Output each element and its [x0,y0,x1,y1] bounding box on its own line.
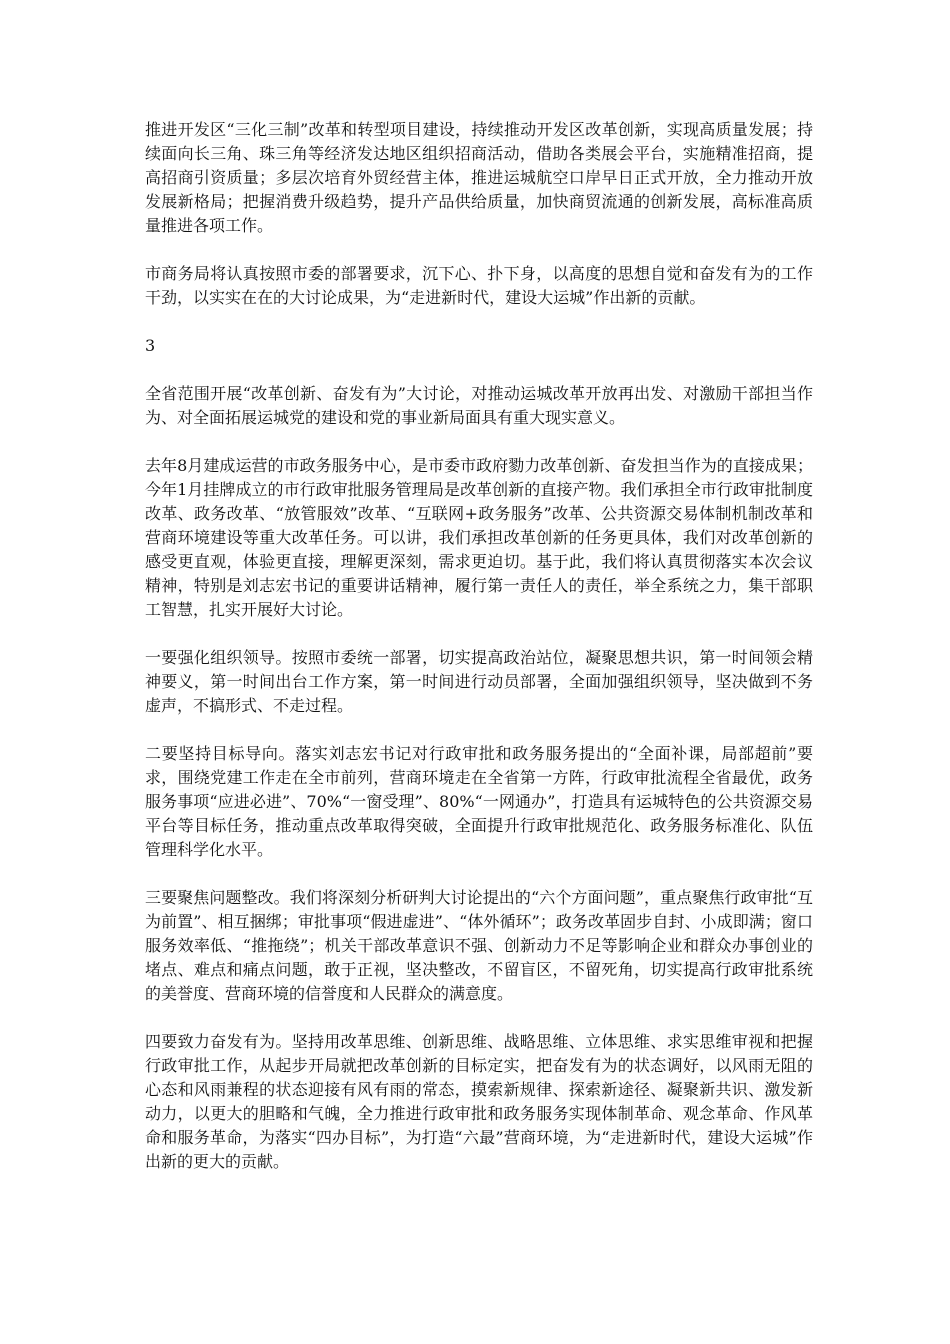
document-page [145,118,813,1198]
paragraph-province-discussion: 全省范围开展“改革创新、奋发有为”大讨论，对推动运城改革开放再出发、对激励干部担当作为、对全面拓展运城党的建设和党的事业新局面具有重大现实意义。 [145,384,813,427]
paragraph-point-four: 四要致力奋发有为。坚持用改革思维、创新思维、战略思维、立体思维、求实思维审视和把握行政审批工作，从起步开局就把改革创新的目标定实，把奋发有为的状态调好，以风雨无阻的心态和风雨兼程的状态迎接有风有雨的常态，摸索新规律、探索新途径、凝聚新共识、激发新动力，以更大的胆略和气魄，全力推进行政审批和政务服务实现体制革命、观念革命、作风革命和服务革命，为落实“四办目标”，为打造“六最”营商环境，为“走进新时代，建设大运城”作出新的更大的贡献。 [145,1032,813,1171]
paragraph-point-three: 三要聚焦问题整改。我们将深刻分析研判大讨论提出的“六个方面问题”，重点聚焦行政审批“互为前置”、相互捆绑；审批事项“假进虚进”、“体外循环”；政务改革固步自封、小成即满；窗口服务效率低、“推拖绕”；机关干部改革意识不强、创新动力不足等影响企业和群众办事创业的堵点、难点和痛点问题，敢于正视，坚决整改，不留盲区，不留死角，切实提高行政审批系统的美誉度、营商环境的信誉度和人民群众的满意度。 [145,888,813,1003]
paragraph-service-center: 去年8月建成运营的市政务服务中心，是市委市政府勠力改革创新、奋发担当作为的直接成果；今年1月挂牌成立的市行政审批服务管理局是改革创新的直接产物。我们承担全市行政审批制度改革、政务改革、“放管服效”改革、“互联网+政务服务”改革、公共资源交易体制机制改革和营商环境建设等重大改革任务。可以讲，我们承担改革创新的任务更具体，我们对改革创新的感受更直观，体验更直接，理解更深刻，需求更迫切。基于此，我们将认真贯彻落实本次会议精神，特别是刘志宏书记的重要讲话精神，履行第一责任人的责任，举全系统之力，集干部职工智慧，扎实开展好大讨论。 [145,456,813,619]
paragraph-point-two: 二要坚持目标导向。落实刘志宏书记对行政审批和政务服务提出的“全面补课，局部超前”要求，围绕党建工作走在全市前列，营商环境走在全省第一方阵，行政审批流程全省最优，政务服务事项“应进必进”、70%“一窗受理”、80%“一网通办”，打造具有运城特色的公共资源交易平台等目标任务，推动重点改革取得突破，全面提升行政审批规范化、政务服务标准化、队伍管理科学化水平。 [145,744,813,859]
paragraph-point-one: 一要强化组织领导。按照市委统一部署，切实提高政治站位，凝聚思想共识，第一时间领会精神要义，第一时间出台工作方案，第一时间进行动员部署，全面加强组织领导，坚决做到不务虚声，不搞形式、不走过程。 [145,648,813,715]
paragraph-commerce-bureau: 市商务局将认真按照市委的部署要求，沉下心、扑下身，以高度的思想自觉和奋发有为的工作干劲，以实实在在的大讨论成果，为“走进新时代，建设大运城”作出新的贡献。 [145,264,813,307]
paragraph-development-zone: 推进开发区“三化三制”改革和转型项目建设，持续推动开发区改革创新，实现高质量发展；持续面向长三角、珠三角等经济发达地区组织招商活动，借助各类展会平台，实施精准招商，提高招商引资质量；多层次培育外贸经营主体，推进运城航空口岸早日正式开放，全力推动开放发展新格局；把握消费升级趋势，提升产品供给质量，加快商贸流通的创新发展，高标准高质量推进各项工作。 [145,120,813,235]
page-number: 3 [145,336,156,355]
